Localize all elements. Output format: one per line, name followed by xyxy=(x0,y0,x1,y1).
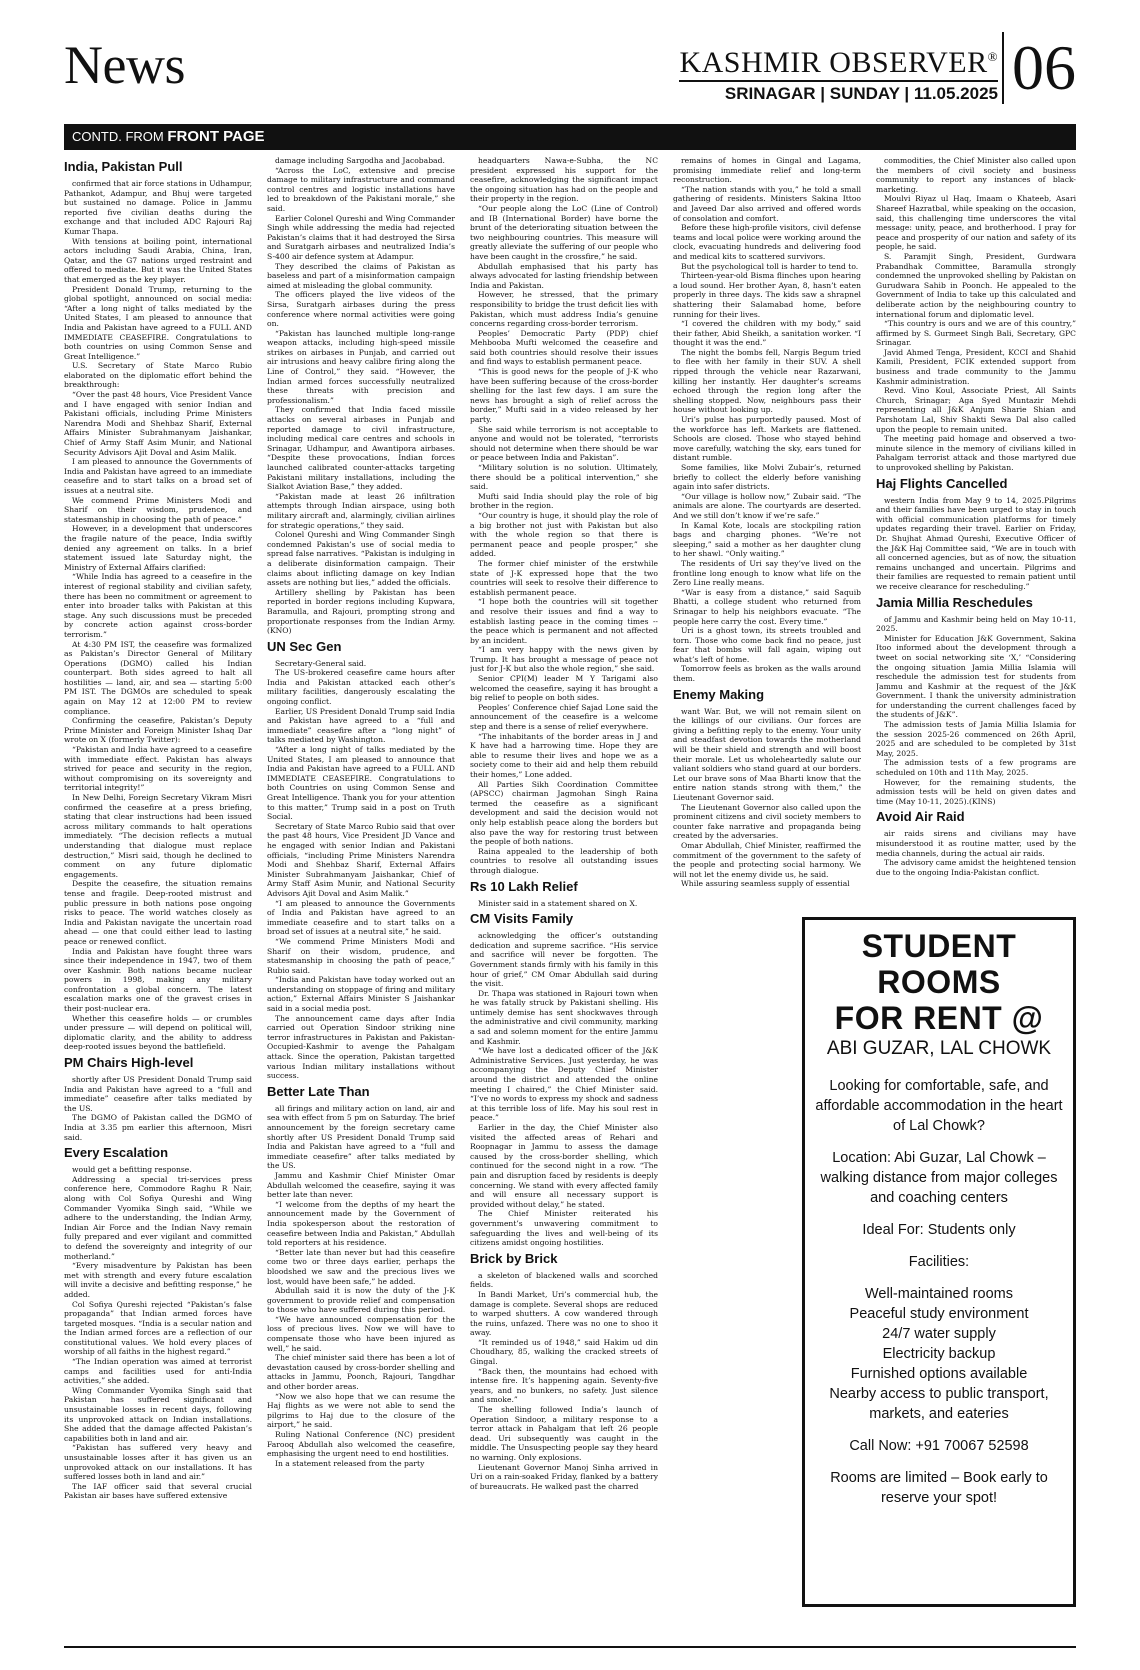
article-paragraph: Secretary-General said. xyxy=(275,658,367,668)
article-paragraph: Wing Commander Vyomika Singh said that Pakistan has suffered significant and unsustainable losses in recent days, following its unprovoked attack on Indian installations. She added that the damage affected Pakistan’s capabilities both in land and air. xyxy=(64,1385,252,1443)
article-paragraph: Artillery shelling by Pakistan has been reported in border regions including Kupwara, Baramulla, and Rajouri, prompting strong and proportionate responses from the Indian Army. (KNO) xyxy=(267,587,455,636)
ad-intro: Looking for comfortable, safe, and affordable accommodation in the heart of Lal Chowk? xyxy=(815,1078,1063,1134)
article-paragraph: “Our country is huge, it should play the role of a big brother not just with Pakistan but also with the whole region so that there is permanent peace and people prosper,” she added. xyxy=(470,510,658,559)
article-paragraph: Lieutenant Governor Manoj Sinha arrived in Uri on a rain-soaked Friday, flanked by a battery of bureaucrats. He walked past the charred xyxy=(470,1462,658,1491)
article-paragraph: Minister said in a statement shared on X. xyxy=(478,898,638,908)
article-paragraph: western India from May 9 to 14, 2025.Pilgrims and their families have been urged to stay in touch with official communication platforms for timely updates regarding their travel. Earlier on Friday, Dr. Shujhat Ahmad Qureshi, Executive Officer of the J&K Haj Committee said, “We are in touch with all concerned agencies, but as of now, the situation remains unchanged and uncertain. Pilgrims and their families are requested to remain patient until we receive clearance for rescheduling.” xyxy=(876,495,1076,591)
article-paragraph: Javid Ahmed Tenga, President, KCCI and Shahid Kamili, President, FCIK extended support from business and trade community to the Jammu Kashmir administration. xyxy=(876,347,1076,386)
article-paragraph: The shelling followed India’s launch of Operation Sindoor, a military response to a terror attack in Pahalgam that left 26 people dead. Uri subsequently was caught in the middle. The Unsuspecting people say they heard no warning. Only explosions. xyxy=(470,1405,658,1462)
article-paragraph: Mufti said India should play the role of big brother in the region. xyxy=(470,491,658,511)
ad-facility-item: Peaceful study environment xyxy=(849,1306,1029,1322)
column-1 xyxy=(64,156,252,1640)
article-paragraph: “It reminded us of 1948,” said Hakim ud din Choudhary, 85, walking the cracked streets of Gingal. xyxy=(470,1337,658,1367)
article-paragraph: “Now we also hope that we can resume the Haj flights as we were not able to send the pilgrims to Haj due to the closure of the airport,” he said. xyxy=(267,1391,455,1430)
article-paragraph: With tensions at boiling point, international actors including Saudi Arabia, China, Iran, Qatar, and the G7 nations urged restraint and offered to mediate. But it was the United States that emerged as the key player. xyxy=(64,236,252,284)
article-paragraph: Secretary of State Marco Rubio said that over the past 48 hours, Vice President JD Vance and he engaged with senior Indian and Pakistani officials, “including Prime Ministers Narendra Modi and Shehbaz Sharif, External Affairs Minister Subrahmanyam Jaishankar, Chief of Army Staff Asim Munir, and National Security Advisors Ajit Doval and Asim Malik.” xyxy=(267,821,455,898)
footer-rule xyxy=(64,1646,1076,1648)
article-paragraph: Uri is a ghost town, its streets troubled and torn. Those who come back find no peace, just fear that bombs will fall again, wiping out what’s left of home. xyxy=(673,626,861,664)
article-paragraph: Thirteen-year-old Bisma flinches upon hearing a loud sound. Her brother Ayan, 8, hasn’t eaten properly in three days. The kids saw a shrapnel shattering their Salamabad home, before running for their lives. xyxy=(673,271,861,319)
article-paragraph: “Pakistan and India have agreed to a ceasefire with immediate effect. Pakistan has always strived for peace and security in the region, without compromising on its sovereignty and territorial integrity!” xyxy=(64,745,252,793)
article-headline: Jamia Millia Reschedules xyxy=(876,594,1033,610)
contd-bar xyxy=(64,124,1076,150)
article-paragraph: Col Sofiya Qureshi rejected “Pakistan’s false propaganda” that Indian armed forces have targeted mosques. “India is a secular nation and the Indian armed forces are a reflection of our constitutional values. We hold every places of worship of all faiths in the highest regard.” xyxy=(64,1299,252,1357)
article-paragraph: The officers played the live videos of the Sirsa, Suratgarh airbases during the press conference where normal activities were going on. xyxy=(267,290,455,329)
article-paragraph: want War. But, we will not remain silent on the killings of our civilians. Our forces are giving a befitting reply to the enemy. Your unity and steadfast devotion towards the motherland will be their shield and strength and will boost their morale. Let us wholeheartedly salute our valiant soldiers who stand guard at our borders. Let our brave sons of Maa Bharti know that the entire nation stands strong with them,” the Lieutenant Governor said. xyxy=(673,706,861,802)
section-title: News xyxy=(64,35,185,95)
article-paragraph: We commend Prime Ministers Modi and Sharif on their wisdom, prudence, and statesmanship in choosing the path of peace.” xyxy=(64,495,252,524)
ad-title-line-2: FOR RENT @ xyxy=(834,1000,1044,1036)
article-paragraph: headquarters Nawa-e-Subha, the NC president expressed his support for the ceasefire, acknowledging the significant impact the ongoing situation has had on the people and their property in the region. xyxy=(470,156,658,204)
article-paragraph: “I am very happy with the news given by Trump. It has brought a message of peace not just for J-K but also the whole region,” she said. xyxy=(470,645,658,674)
article-paragraph: “The nation stands with you,” he told a small gathering of residents. Ministers Sakina Ittoo and Javeed Dar also arrived and offered words of consolation and comfort. xyxy=(673,184,861,223)
column-5 xyxy=(876,156,1076,896)
article-paragraph: Earlier Colonel Qureshi and Wing Commander Singh while addressing the media had rejected Pakistan’s claims that it had destroyed the Sirsa and Suratgarh airbases and neutralized India’s S-400 air defence system at Adampur. xyxy=(267,213,455,261)
article-paragraph: Earlier, US President Donald Trump said India and Pakistan have agreed to a “full and immediate” ceasefire after a “long night” of talks mediated by Washington. xyxy=(267,706,455,745)
article-paragraph: She said while terrorism is not acceptable to anyone and would not be tolerated, “terrorists should not determine when there should be war or peace between India and Pakistan”. xyxy=(470,424,658,463)
ad-facility-item: Furnished options available xyxy=(850,1366,1028,1382)
article-paragraph: confirmed that air force stations in Udhampur, Pathankot, Adampur, and Bhuj were targeted but sustained no damage. Police in Jammu reported five civilian deaths during the exchange and that included ADC Rajouri Raj Kumar Thapa. xyxy=(64,179,252,236)
article-paragraph: However, he stressed, that the primary responsibility to bridge the trust deficit lies with Pakistan, which must address India’s genuine concerns regarding cross-border terrorism. xyxy=(470,290,658,329)
article-paragraph: The residents of Uri say they’ve lived on the frontline long enough to know what life on the Zero Line really means. xyxy=(673,558,861,588)
article-paragraph: “War is easy from a distance,” said Saquib Bhatti, a college student who returned from Srinagar to help his neighbors evacuate. “The people here carry the cost. Every time.” xyxy=(673,587,861,626)
article-paragraph: “Better late than never but had this ceasefire come two or three days earlier, perhaps the bloodshed we saw and the precious lives we lost, would have been safe,” he added. xyxy=(267,1247,455,1286)
ad-facility-item: 24/7 water supply xyxy=(882,1326,996,1342)
article-paragraph: damage including Sargodha and Jacobabad. xyxy=(275,156,445,165)
ad-facility-item: Nearby access to public transport, markets, and eateries xyxy=(829,1386,1049,1422)
article-paragraph: “While India has agreed to a ceasefire in the interest of regional stability and civilian safety, there has been no commitment or agreement to enter into broader talks with Pakistan at this stage. Any such discussions must be preceded by concrete action against cross-border terrorism.” xyxy=(64,572,252,639)
ad-closing: Rooms are limited – Book early to reserve your spot! xyxy=(830,1470,1048,1506)
article-headline: Rs 10 Lakh Relief xyxy=(470,878,578,894)
article-paragraph: “We commend Prime Ministers Modi and Sharif on their wisdom, prudence, and statesmanship in choosing the path of peace,” Rubio said. xyxy=(267,936,455,975)
edition-meta: SRINAGAR | SUNDAY | 11.05.2025 xyxy=(679,80,998,105)
article-paragraph: The admission tests of Jamia Millia Islamia for the session 2025-26 commenced on 26th April, 2025 and are scheduled to be completed by 31st May, 2025. xyxy=(876,720,1076,758)
article-paragraph: “We have announced compensation for the loss of precious lives. Now we will have to compensate those who have been injured as well,” he said. xyxy=(267,1314,455,1353)
article-paragraph: President Donald Trump, returning to the global spotlight, announced on social media: “After a long night of talks mediated by the United States, I am pleased to announce that India and Pakistan have agreed to a FULL AND IMMEDIATE CEASEFIRE. Congratulations to both countries on using Common Sense and Great Intelligence.” xyxy=(64,284,252,361)
article-paragraph: commodities, the Chief Minister also called upon the members of civil society and business community to report any instances of black-marketing. xyxy=(876,156,1076,194)
article-paragraph: Minister for Education J&K Government, Sakina Itoo informed about the development through a tweet on social networking site ‘X,’ “Considering the ongoing situation Jamia Millia Islamia will reschedule the admission test for students from Jammu and Kashmir at the request of the J&K Government. I thank the university administration for understanding the current challenges faced by the students of J&K”. xyxy=(876,633,1076,720)
article-paragraph: The Chief Minister reiterated his government’s unwavering commitment to safeguarding the lives and well-being of its citizens amidst ongoing hostilities. xyxy=(470,1209,658,1248)
page-number: 06 xyxy=(1002,32,1076,104)
article-paragraph: The Lieutenant Governor also called upon the prominent citizens and civil society members to counter fake narrative and propaganda being created by the adversaries. xyxy=(673,802,861,841)
article-paragraph: Despite the ceasefire, the situation remains tense and fragile. Deep-rooted mistrust and public pressure in both nations pose ongoing risks to peace. The world watches closely as India and Pakistan navigate the uncertain road ahead — one that could either lead to lasting peace or renewed conflict. xyxy=(64,879,252,946)
article-paragraph: would get a befitting response. xyxy=(72,1165,192,1175)
article-paragraph: “This country is ours and we are of this country,” affirmed by S. Gurmeet Singh Bali, Secretary, GPC Srinagar. xyxy=(876,319,1076,348)
article-paragraph: Colonel Qureshi and Wing Commander Singh condemned Pakistan’s use of social media to spread false narratives. “Pakistan is indulging in a deliberate disinformation campaign. Their claims about inflicting damage on key Indian assets are nothing but lies,” added the officials. xyxy=(267,530,455,588)
article-paragraph: “Every misadventure by Pakistan has been met with strength and every future escalation will invite a decisive and befitting response,” he added. xyxy=(64,1261,252,1299)
ad-facility-item: Electricity backup xyxy=(882,1346,996,1362)
article-paragraph: “Military solution is no solution. Ultimately, there should be a political intervention,” she said. xyxy=(470,463,658,492)
article-paragraph: Revd. Vino Koul, Associate Priest, All Saints Church, Srinagar; Aga Syed Muntazir Mehdi representing all J&K Anjum Sharie Shian and Parshotam Lal, Shiv Shakti Sewa Dal also called upon the people to remain united. xyxy=(876,386,1076,434)
article-paragraph: The announcement came days after India carried out Operation Sindoor striking nine terror infrastructures in Pakistan and Pakistan-Occupied-Kashmir to avenge the Pahalgam attack. Since the operation, Pakistan targetted various Indian military installations without success. xyxy=(267,1013,455,1081)
article-paragraph: However, for the remaining students, the admission tests will be held on given dates and time (May 10-11, 2025).(KINS) xyxy=(876,777,1076,806)
registered-mark: ® xyxy=(987,49,998,64)
article-paragraph: Omar Abdullah, Chief Minister, reaffirmed the commitment of the government to the safety of the people and protecting social harmony. We will not let the enemy divide us, he said. xyxy=(673,840,861,879)
article-paragraph: “Back then, the mountains had echoed with intense fire. It’s happening again. Seventy-five years, and no bunkers, no safety. Just silence and smoke.” xyxy=(470,1366,658,1405)
article-paragraph: of Jammu and Kashmir being held on May 10-11, 2025. xyxy=(876,614,1076,634)
article-paragraph: “I am pleased to announce the Governments of India and Pakistan have agreed to an immediate ceasefire and to start talks on a broad set of issues at a neutral site,” he said. xyxy=(267,898,455,937)
ad-subtitle: ABI GUZAR, LAL CHOWK xyxy=(826,1038,1052,1059)
article-paragraph: a skeleton of blackened walls and scorched fields. xyxy=(470,1270,658,1290)
ad-location: Location: Abi Guzar, Lal Chowk – walking distance from major colleges and coaching centers xyxy=(820,1150,1058,1206)
article-paragraph: They confirmed that India faced missile attacks on several airbases in Punjab and reported damage to civil infrastructure, including medical care centres and schools in Srinagar, Udhampur, and Awantipora airbases. “Despite these provocations, Indian forces launched calibrated counter-attacks targeting Pakistani military installations, including the Sialkot Aviation Base,” they added. xyxy=(267,405,455,492)
article-headline: Every Escalation xyxy=(64,1145,169,1161)
article-paragraph: shortly after US President Donald Trump said India and Pakistan have agreed to a “full and immediate” ceasefire after talks mediated by the US. xyxy=(64,1075,252,1113)
article-paragraph: “After a long night of talks mediated by the United States, I am pleased to announce that India and Pakistan have agreed to a FULL AND IMMEDIATE CEASEFIRE. Congratulations to both Countries on using Common Sense and Great Intelligence. Thank you for your attention to this matter,” Trump said in a post on Truth Social. xyxy=(267,745,455,822)
article-headline: Haj Flights Cancelled xyxy=(876,475,1008,491)
article-paragraph: Some families, like Molvi Zubair’s, returned briefly to collect the elderly before vanishing again into safer districts. xyxy=(673,463,861,492)
article-headline: Avoid Air Raid xyxy=(876,809,965,825)
article-paragraph: Jammu and Kashmir Chief Minister Omar Abdullah welcomed the ceasefire, saying it was better late than never. xyxy=(267,1170,455,1200)
article-paragraph: S. Paramjit Singh, President, Gurdwara Prabandhak Committee, Baramulla strongly condemned the unprovoked shelling by Pakistan on Gurudwara Sahib in Poonch. He appealed to the Government of India to take up this calculated and deliberate action by the neighbouring country to international forum and diplomatic level. xyxy=(876,251,1076,319)
paper-name xyxy=(679,42,998,78)
article-paragraph: “We have lost a dedicated officer of the J&K Administrative Services. Just yesterday, he was accompanying the Deputy Chief Minister around the district and attended the online meeting I chaired,” the Chief Minister said. “I’ve no words to express my shock and sadness at this terrible loss of life. May his soul rest in peace.” xyxy=(470,1046,658,1123)
rent-advertisement xyxy=(802,917,1076,1607)
article-headline: PM Chairs High-level xyxy=(64,1055,194,1071)
article-paragraph: The advisory came amidst the heightened tension due to the ongoing India-Pakistan conflict. xyxy=(876,858,1076,877)
article-paragraph: Addressing a special tri-services press conference here, Commodore Raghu R Nair, along with Col Sofiya Qureshi and Wing Commander Vyomika Singh said, “While we adhere to the understanding, the Indian Army, Indian Air Force and the Indian Navy remain fully prepared and ever vigilant and committed to defend the sovereignty and integrity of our motherland.” xyxy=(64,1174,252,1261)
ad-ideal-for: Ideal For: Students only xyxy=(862,1222,1016,1238)
article-paragraph: “I welcome from the depths of my heart the announcement made by the Government of India spokesperson about the restoration of ceasefire between India and Pakistan,” Abdullah told reporters at his residence. xyxy=(267,1199,455,1248)
article-headline: Brick by Brick xyxy=(470,1250,558,1266)
ad-call-now: Call Now: +91 70067 52598 xyxy=(849,1438,1029,1454)
article-paragraph: Tomorrow feels as broken as the walls around them. xyxy=(673,664,861,684)
article-paragraph: However, in a development that underscores the fragile nature of the peace, India swiftly denied any agreement on talks. In a brief statement issued late Saturday night, the Ministry of External Affairs clarified: xyxy=(64,524,252,572)
article-paragraph: Uri’s pulse has purportedly paused. Most of the workforce has left. Markets are flattened. Schools are closed. Those who stayed behind move carefully, watching the sky, ears tuned for distant rumble. xyxy=(673,415,861,463)
article-paragraph: The meeting paid homage and observed a two-minute silence in the memory of civilians killed in Pahalgam terrorist attack and those martyred due to unprovoked shelling by Pakistan. xyxy=(876,434,1076,472)
article-headline: Better Late Than xyxy=(267,1083,370,1099)
article-headline: India, Pakistan Pull xyxy=(64,159,183,174)
article-paragraph: Raina appealed to the leadership of both countries to resolve all outstanding issues through dialogue. xyxy=(470,846,658,875)
article-paragraph: At 4:30 PM IST, the ceasefire was formalized as Pakistan’s Director General of Military Operations (DGMO) called his Indian counterpart. Both sides agreed to halt all hostilities — land, air, and sea — starting 5:00 PM IST. The DGMOs are scheduled to speak again on May 12 at 12:00 PM to review compliance. xyxy=(64,639,252,716)
article-paragraph: The admission tests of a few programs are scheduled on 10th and 11th May, 2025. xyxy=(876,758,1076,778)
article-headline: Enemy Making xyxy=(673,686,765,702)
article-paragraph: In a statement released from the party xyxy=(275,1458,425,1468)
article-paragraph: all firings and military action on land, air and sea with effect from 5 pm on Saturday. The brief announcement by the foreign secretary came shortly after US President Donald Trump said India and Pakistan have agreed to a “full and immediate ceasefire” after talks mediated by the US. xyxy=(267,1103,455,1171)
article-paragraph: Before these high-profile visitors, civil defense teams and local police were working around the clock, evacuating hundreds and delivering food and medical kits to scattered survivors. xyxy=(673,223,861,261)
ad-title-line-1: STUDENT ROOMS xyxy=(861,928,1017,1000)
article-paragraph: “Our people along the LoC (Line of Control) and IB (International Border) have borne the brunt of the deteriorating situation between the two neighbouring countries. This measure will greatly alleviate the suffering of our people who have been caught in the crossfire,” he said. xyxy=(470,203,658,261)
article-paragraph: The former chief minister of the erstwhile state of J-K expressed hope that the two countries will seek to resolve their difference to establish permanent peace. xyxy=(470,558,658,597)
masthead xyxy=(64,32,1076,104)
article-paragraph: In Bandi Market, Uri’s commercial hub, the damage is complete. Several shops are reduced to warped shutters. A cow wandered through the ruins, unfazed. There was no one to shoo it away. xyxy=(470,1289,658,1338)
article-paragraph: “I hope both the countries will sit together and resolve their issues and find a way to establish lasting peace in the coming times -- the peace which is permanent and not affected by an incident. xyxy=(470,597,658,645)
article-paragraph: The DGMO of Pakistan called the DGMO of India at 3.35 pm earlier this afternoon, Misri said. xyxy=(64,1113,252,1142)
article-headline: UN Sec Gen xyxy=(267,638,342,654)
article-paragraph: “The inhabitants of the border areas in J and K have had a harrowing time. Hope they are able to resume their lives and hope we as a society come to their aid and help them rebuild their homes,” Lone added. xyxy=(470,731,658,779)
contd-bold: FRONT PAGE xyxy=(167,128,265,145)
article-paragraph: Abdullah emphasised that his party has always advocated for lasting friendship between India and Pakistan. xyxy=(470,261,658,290)
article-paragraph: Dr. Thapa was stationed in Rajouri town when he was fatally struck by Pakistani shelling. His untimely demise has sent shockwaves through the administrative and civil community, marking a sad and solemn moment for the entire Jammu and Kashmir. xyxy=(470,988,658,1046)
contd-prefix: CONTD. FROM xyxy=(72,129,168,144)
article-paragraph: The US-brokered ceasefire came hours after India and Pakistan attacked each other’s military facilities, dangerously escalating the ongoing conflict. xyxy=(267,668,455,707)
article-paragraph: But the psychological toll is harder to tend to. xyxy=(681,261,859,271)
article-paragraph: “This is good news for the people of J-K who have been suffering because of the cross-border shelling for the last few days. I am sure the news has brought a sigh of relief across the border,” Mufti said in a video released by her party. xyxy=(470,367,658,425)
article-paragraph: “Our village is hollow now,” Zubair said. “The animals are alone. The courtyards are deserted. And we still don’t know if we’re safe.” xyxy=(673,491,861,520)
article-paragraph: The IAF officer said that several crucial Pakistan air bases have suffered extensive xyxy=(64,1481,252,1501)
article-paragraph: In New Delhi, Foreign Secretary Vikram Misri confirmed the ceasefire at a press briefing, stating that clear instructions had been issued across military commands to halt operations immediately. “The decision reflects a mutual understanding that dialogue must replace destruction,” Misri said, though he declined to comment on any future diplomatic engagements. xyxy=(64,793,252,879)
column-2 xyxy=(267,156,455,1640)
article-paragraph: “Over the past 48 hours, Vice President Vance and I have engaged with senior Indian and Pakistani officials, including Prime Ministers Narendra Modi and Shehbaz Sharif, External Affairs Minister Subrahmanyam Jaishankar, Chief of Army Staff Asim Munir, and National Security Advisors Ajit Doval and Asim Malik. xyxy=(64,390,252,457)
ad-facilities-title: Facilities: xyxy=(908,1254,970,1270)
paper-name-text: KASHMIR OBSERVER xyxy=(679,46,988,79)
article-paragraph: remains of homes in Gingal and Lagama, promising immediate relief and long-term reconstruction. xyxy=(673,156,861,185)
article-paragraph: “I covered the children with my body,” said their father, Abid Sheikh, a sanitation worker. “I thought it was the end.” xyxy=(673,319,861,348)
article-paragraph: India and Pakistan have fought three wars since their independence in 1947, two of them over Kashmir. Both nations became nuclear powers in 1998, making any military confrontation a global concern. The latest escalation marks one of the gravest crises in their post-nuclear era. xyxy=(64,946,252,1014)
ad-facilities-list xyxy=(815,1284,1063,1424)
article-paragraph: Peoples’ Conference chief Sajad Lone said the announcement of the ceasefire is a welcome step and there is a sense of relief everywhere. xyxy=(470,702,658,732)
article-paragraph: They described the claims of Pakistan as baseless and part of a misinformation campaign aimed at misleading the global community. xyxy=(267,261,455,290)
article-paragraph: “Across the LoC, extensive and precise damage to military infrastructure and command control centres and logistic installations have led to breakdown of the Pakistani morale,” she said. xyxy=(267,165,455,213)
article-paragraph: The chief minister said there has been a lot of devastation caused by cross-border shelling and attacks in Jammu, Poonch, Rajouri, Tangdhar and other border areas. xyxy=(267,1353,455,1392)
article-paragraph: All Parties Sikh Coordination Committee (APSCC) chairman Jagmohan Singh Raina termed the ceasefire as a significant development and said the decision would not only help establish peace along the borders but also pave the way for restoring trust between the people of both nations. xyxy=(470,779,658,847)
article-paragraph: The night the bombs fell, Nargis Begum tried to flee with her family in their SUV. A shell ripped through the vehicle near Razarwani, killing her instantly. Her daughter’s screams echoed through the region long after the shelling stopped. Now, neighbours pass their house without looking up. xyxy=(673,347,861,415)
column-3 xyxy=(470,156,658,1640)
article-paragraph: Peoples’ Democratic Party (PDP) chief Mehbooba Mufti welcomed the ceasefire and said both countries should resolve their issues and find ways to establish permanent peace. xyxy=(470,328,658,367)
article-paragraph: Moulvi Riyaz ul Haq, Imaam o Khateeb, Asari Shareef Hazratbal, while speaking on the occasion, said, this challenging time underscores the vital message: unity, peace, and brotherhood. I pray for peace and prosperity of our nation and safety of its people, he said. xyxy=(876,194,1076,252)
ad-facility-item: Well-maintained rooms xyxy=(864,1286,1013,1302)
article-paragraph: I am pleased to announce the Governments of India and Pakistan have agreed to an immediate ceasefire and to start talks on a broad set of issues at a neutral site. xyxy=(64,457,252,495)
article-paragraph: Whether this ceasefire holds — or crumbles under pressure — will depend on political will, diplomatic clarity, and the ability to address deep-rooted issues beyond the battlefield. xyxy=(64,1013,252,1052)
article-paragraph: Abdullah said it is now the duty of the J-K government to provide relief and compensation to those who have suffered during this period. xyxy=(267,1286,455,1315)
article-paragraph: “Pakistan has launched multiple long-range weapon attacks, including high-speed missile strikes on airbases in Punjab, and carried out air intrusions and heavy calibre firing along the Line of Control,” they said. “However, the Indian armed forces successfully neutralized these threats with precision and professionalism.” xyxy=(267,328,455,405)
article-paragraph: In Kamal Kote, locals are stockpiling ration bags and charging phones. “We’re not sleeping,” said a mother as her daughter clung to her shawl. “Only waiting.” xyxy=(673,520,861,559)
article-paragraph: U.S. Secretary of State Marco Rubio elaborated on the diplomatic effort behind the breakthrough: xyxy=(64,361,252,390)
article-paragraph: Confirming the ceasefire, Pakistan’s Deputy Prime Minister and Foreign Minister Ishaq Dar wrote on X (formerly Twitter): xyxy=(64,716,252,745)
article-paragraph: While assuring seamless supply of essential xyxy=(681,879,850,889)
article-paragraph: “Pakistan made at least 26 infiltration attempts through Indian airspace, using both military aircraft and, alarmingly, civilian airlines for strategic operations,” they said. xyxy=(267,491,455,530)
article-paragraph: “India and Pakistan have today worked out an understanding on stoppage of firing and military action,” External Affairs Minister S Jaishankar said in a social media post. xyxy=(267,975,455,1014)
article-paragraph: Ruling National Conference (NC) president Farooq Abdullah also welcomed the ceasefire, emphasising the urgent need to end hostilities. xyxy=(267,1430,455,1459)
article-paragraph: “The Indian operation was aimed at terrorist camps and facilities used for anti-India activities,” she added. xyxy=(64,1357,252,1386)
paper-block xyxy=(679,42,998,105)
article-headline: CM Visits Family xyxy=(470,911,574,927)
article-paragraph: Senior CPI(M) leader M Y Tarigami also welcomed the ceasefire, saying it has brought a big relief to people on both sides. xyxy=(470,674,658,703)
article-paragraph: air raids sirens and civilians may have misunderstood it as routine matter, used by the media channels, during the actual air raids. xyxy=(876,829,1076,858)
article-paragraph: acknowledging the officer’s outstanding dedication and supreme sacrifice. “His service and sacrifice will never be forgotten. The Government stands firmly with his family in this hour of grief,” CM Omar Abdullah said during the visit. xyxy=(470,931,658,989)
article-paragraph: “Pakistan has suffered very heavy and unsustainable losses after it has given us an unprovoked attack on our installations. It has suffered losses both in land and air.” xyxy=(64,1443,252,1482)
article-paragraph: Earlier in the day, the Chief Minister also visited the affected areas of Rehari and Roopnagar in Jammu to assess the damage caused by the cross-border shelling, which continued for the second night in a row. “The pain and disruption faced by residents is deeply concerning. We stand with every affected family and will ensure all necessary support is provided without delay,” he stated. xyxy=(470,1123,658,1209)
